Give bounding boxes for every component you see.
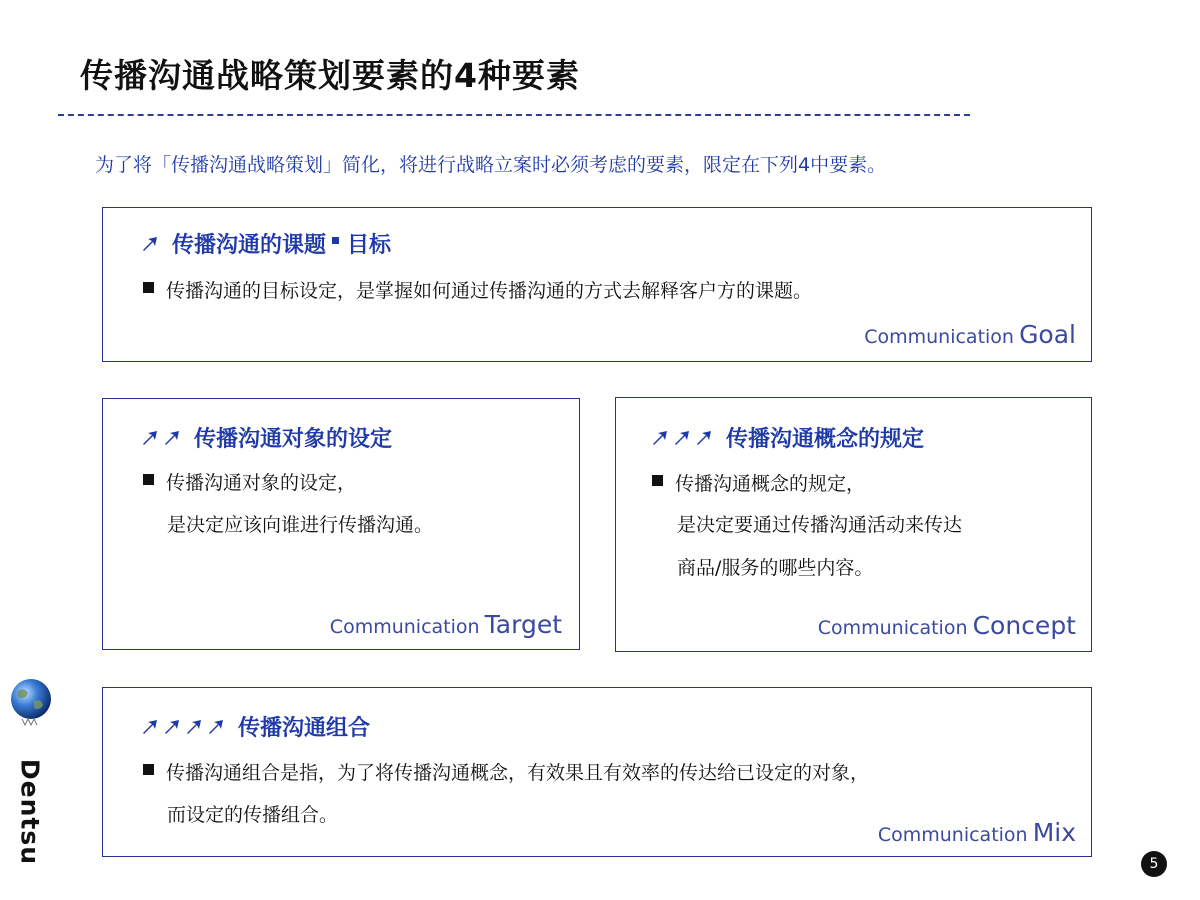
up-right-arrow-icon (650, 428, 670, 448)
up-right-arrow-icon (140, 234, 160, 254)
concept-caption: Communication Concept (817, 611, 1076, 640)
mix-bullet (143, 758, 869, 785)
concept-heading-text: 传播沟通概念的规定 (726, 427, 925, 452)
up-right-arrow-icon (672, 428, 692, 448)
target-heading (140, 422, 392, 453)
black-square-bullet-icon (652, 475, 663, 486)
target-caption: Communication Target (329, 610, 562, 639)
globe-logo-icon (8, 677, 54, 731)
goal-caption: Communication Goal (864, 320, 1076, 349)
mix-text-2: 而设定的传播组合。 (167, 804, 339, 826)
goal-heading-b: 目标 (347, 233, 392, 258)
black-square-bullet-icon (143, 282, 154, 293)
up-right-arrow-icon (694, 428, 714, 448)
target-text-2: 是决定应该向谁进行传播沟通。 (167, 514, 434, 536)
black-square-bullet-icon (143, 764, 154, 775)
up-right-arrow-icon (162, 717, 182, 737)
concept-text-2: 是决定要通过传播沟通活动来传达 (677, 514, 963, 536)
concept-heading (650, 422, 924, 453)
concept-text-3: 商品/服务的哪些内容。 (677, 557, 874, 579)
mix-heading-text: 传播沟通组合 (238, 716, 371, 741)
arrow-group (140, 234, 162, 254)
mix-caption: Communication Mix (877, 818, 1076, 847)
concept-text-1: 传播沟通概念的规定， (675, 473, 866, 495)
separator-square-icon (332, 237, 339, 244)
target-text-1: 传播沟通对象的设定， (166, 472, 357, 494)
goal-bullet (143, 276, 812, 303)
arrow-group (140, 428, 184, 448)
goal-text: 传播沟通的目标设定，是掌握如何通过传播沟通的方式去解释客户方的课题。 (166, 280, 813, 302)
goal-heading (140, 228, 391, 259)
arrow-group (140, 717, 228, 737)
up-right-arrow-icon (206, 717, 226, 737)
black-square-bullet-icon (143, 474, 154, 485)
goal-heading-a: 传播沟通的课题 (172, 233, 327, 258)
title-divider (58, 114, 970, 116)
target-bullet (143, 468, 356, 495)
up-right-arrow-icon (140, 428, 160, 448)
up-right-arrow-icon (140, 717, 160, 737)
up-right-arrow-icon (184, 717, 204, 737)
brand-wordmark: Dentsu (15, 758, 45, 865)
mix-text-1: 传播沟通组合是指，为了将传播沟通概念，有效果且有效率的传达给已设定的对象， (166, 762, 870, 784)
concept-bullet (652, 469, 865, 496)
page-number: 5 (1141, 851, 1167, 877)
up-right-arrow-icon (162, 428, 182, 448)
target-heading-text: 传播沟通对象的设定 (194, 427, 393, 452)
arrow-group (650, 428, 716, 448)
page-title: 传播沟通战略策划要素的4种要素 (80, 56, 580, 95)
mix-heading (140, 711, 370, 742)
intro-text: 为了将「传播沟通战略策划」简化，将进行战略立案时必须考虑的要素，限定在下列4中要素。 (95, 154, 887, 176)
